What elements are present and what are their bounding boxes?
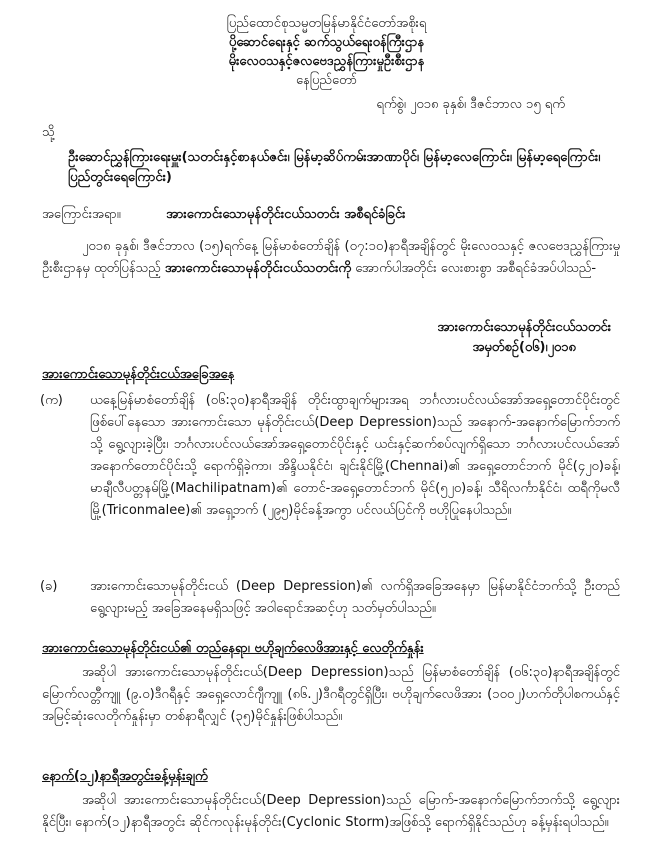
letter-date: ရက်စွဲ၊ ၂၀၁၈ ခုနှစ်၊ ဒီဇင်ဘာလ ၁၅ ရက် xyxy=(376,97,565,112)
to-label: သို့ xyxy=(42,125,55,140)
bulletin-number: အမှတ်စဉ်(၀၆)၊၂၀၁၈ xyxy=(472,340,576,355)
list-item-k xyxy=(40,390,620,522)
header-ministry: ပို့ဆောင်ရေးနှင့် ဆက်သွယ်ရေးဝန်ကြီးဌာန xyxy=(228,35,425,50)
location-paragraph xyxy=(42,662,620,728)
forecast-text: အဆိုပါ အားကောင်းသောမုန်တိုင်းငယ်(Deep Depression)သည် မြောက်-အနောက်မြောက်ဘက်သို့ ရွေ့လျားနိုင်ပြီး၊ နောက်(၁၂)နာရီအတွင်း ဆိုင်ကလုန်းမုန်တိုင်း(Cyclonic Storm)အဖြစ်သို့ ရောက်ရှိနိုင်သည်ဟု ခန့်မှန်းရပါသည်။ xyxy=(42,793,620,830)
section-heading-forecast: နောက်(၁၂)နာရီအတွင်းခန့်မှန်းချက် xyxy=(42,769,208,784)
item-text-k: ယနေ့မြန်မာစံတော်ချိန် (၀၆:၃၀)နာရီအချိန် တိုင်းထွာချက်များအရ ဘင်္ဂလားပင်လယ်အော်အရှေ့တောင်ပိုင်းတွင် ဖြစ်ပေါ်နေသော အားကောင်းသော မုန်တိုင်းငယ်(Deep Depression)သည် အနောက်-အနောက်မြောက်ဘက်သို့ ရွေ့လျားခဲ့ပြီး၊ ဘင်္ဂလားပင်လယ်အော်အရှေ့တောင်ပိုင်းနှင့် ယင်းနှင့်ဆက်စပ်လျက်ရှိသော ဘင်္ဂလားပင်လယ်အော်အနောက်တောင်ပိုင်းသို့ ရောက်ရှိခဲ့ကာ၊ အိန္ဒိယနိုင်ငံ၊ ချင်းနိုင်မြို့(Chennai)၏ အရှေ့တောင်ဘက် မိုင်(၄၂၀)ခန့်၊ မာချီလီပတ္တနမ်မြို့(Machilipatnam)၏ တောင်-အရှေ့တောင်ဘက် မိုင်(၅၂၀)ခန့်၊ သီရိလင်္ကာနိုင်ငံ၊ ထရီကိုမလီမြို့(Triconmalee)၏ အရှေ့ဘက် (၂၉၅)မိုင်ခန့်အကွာ ပင်လယ်ပြင်ကို ဗဟိုပြုနေပါသည်။ xyxy=(90,393,620,518)
location-text: အဆိုပါ အားကောင်းသောမုန်တိုင်းငယ်(Deep Depression)သည် မြန်မာစံတော်ချိန် (၀၆:၃၀)နာရီအချိန်တွင် မြောက်လတ္တီကျူ (၉.၀)ဒီဂရီနှင့် အရှေ့လောင်ဂျီကျူ (၈၆.၂)ဒီဂရီတွင်ရှိပြီး၊ ဗဟိုချက်လေဖိအား (၁၀၀၂)ဟက်တိုပါစကယ်နှင့် အမြင့်ဆုံးလေတိုက်နှုန်းမှာ တစ်နာရီလျှင် (၃၅)မိုင်နှုန်းဖြစ်ပါသည်။ xyxy=(42,665,620,724)
intro-paragraph xyxy=(42,236,620,280)
intro-bold: အားကောင်းသောမုန်တိုင်းငယ်သတင်းကို xyxy=(164,261,352,276)
forecast-paragraph xyxy=(42,790,620,834)
subject-title: အားကောင်းသောမုန်တိုင်းငယ်သတင်း အစီရင်ခံခြင်း xyxy=(166,207,406,222)
item-marker-kh: (ခ) xyxy=(40,579,58,594)
item-text-kh: အားကောင်းသောမုန်တိုင်းငယ် (Deep Depression)၏ လက်ရှိအခြေအနေမှာ မြန်မာနိုင်ငံဘက်သို့ ဦးတည်ရွေ့လျားမည့် အခြေအနေမရှိသဖြင့် အဝါရောင်အဆင့်ဟု သတ်မှတ်ပါသည်။ xyxy=(90,579,620,616)
header-department: မိုးလေဝသနှင့်ဇလဗေဒညွှန်ကြားမှုဦးစီးဌာန xyxy=(228,54,425,69)
item-marker-k: (က) xyxy=(40,393,63,408)
bulletin-title: အားကောင်းသောမုန်တိုင်းငယ်သတင်း xyxy=(437,320,611,335)
subject-line xyxy=(42,206,622,225)
bulletin-reference xyxy=(437,318,611,358)
intro-text-2: အောက်ပါအတိုင်း လေးစားစွာ အစီရင်ခံအပ်ပါသည်- xyxy=(355,261,597,276)
header-city: နေပြည်တော် xyxy=(295,73,357,88)
subject-label: အကြောင်းအရာ။ xyxy=(42,207,121,222)
list-item-kh xyxy=(40,576,620,620)
header-government: ပြည်ထောင်စုသမ္မတမြန်မာနိုင်ငံတော်အစိုးရ xyxy=(226,16,427,31)
letterhead xyxy=(0,14,653,90)
section-heading-location: အားကောင်းသောမုန်တိုင်းငယ်၏ တည်နေရာ၊ ဗဟိုချက်လေဖိအားနှင့် လေတိုက်နှုန်း xyxy=(42,641,424,656)
recipients: ဦးဆောင်ညွှန်ကြားရေးမှူး(သတင်းနှင့်စာနယ်ဇင်း၊ မြန်မာ့ဆိပ်ကမ်းအာဏာပိုင်၊ မြန်မာ့လေကြောင်း၊ မြန်မာ့ရေကြောင်း၊ ပြည်တွင်းရေကြောင်း) xyxy=(68,150,601,185)
section-heading-status: အားကောင်းသောမုန်တိုင်းငယ်အခြေအနေ xyxy=(42,367,235,382)
intro-text-1: ၂၀၁၈ ခုနှစ်၊ ဒီဇင်ဘာလ (၁၅)ရက်နေ့ မြန်မာစံတော်ချိန် (၀၇:၁၀)နာရီအချိန်တွင် မိုးလေဝသနှင့် ဇလဗေဒညွှန်ကြားမှုဦးစီးဌာနမှ ထုတ်ပြန်သည့် xyxy=(42,239,620,276)
